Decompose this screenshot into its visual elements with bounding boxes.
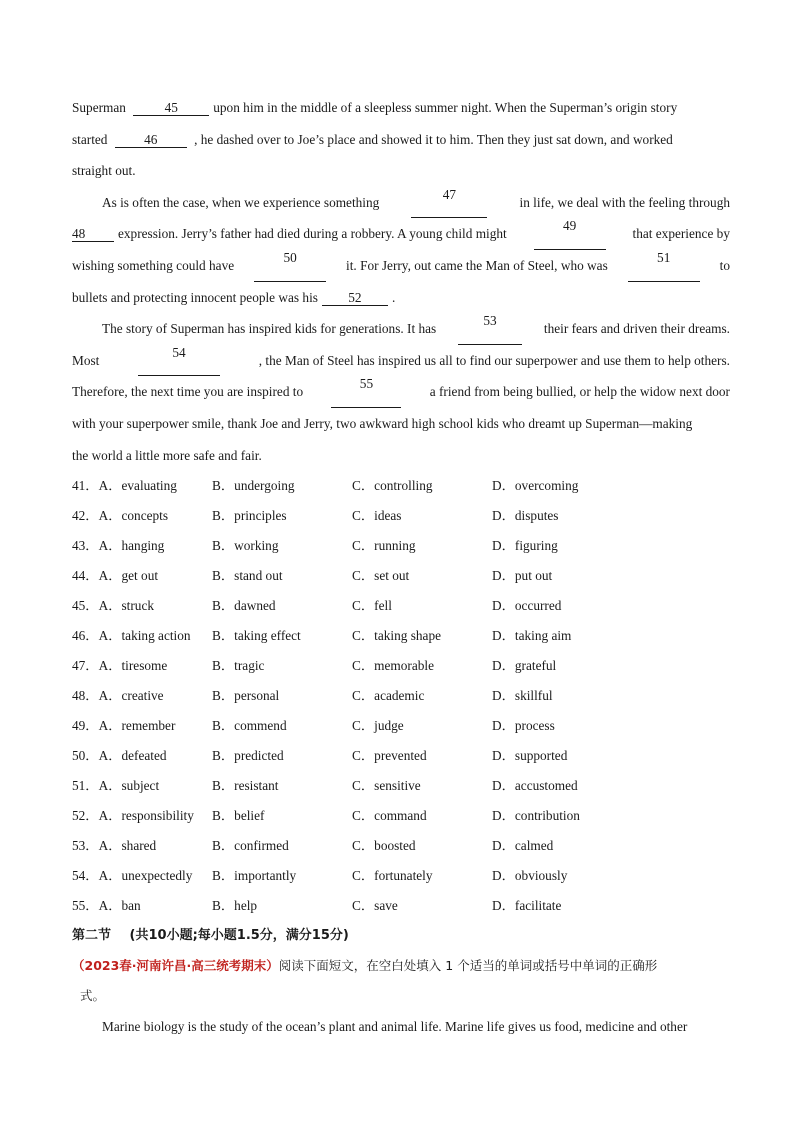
option-b[interactable]: B．principles: [212, 508, 287, 524]
question-options-table: [72, 471, 730, 921]
option-b[interactable]: B．resistant: [212, 778, 279, 794]
passage-line: [72, 187, 730, 219]
option-a[interactable]: A．taking action: [98, 628, 191, 644]
passage-paragraph-2: [72, 187, 730, 313]
option-c[interactable]: C．ideas: [352, 508, 402, 524]
question-number: 53．: [72, 838, 99, 854]
question-number-and-option-a: [72, 741, 212, 771]
passage-text: , he dashed over to Joe’s place and showed it to him. Then they just sat down, and worked: [194, 131, 673, 147]
passage-text: , the Man of Steel has inspired us all to find our superpower and use them to help others.: [258, 352, 730, 368]
question-row: [72, 831, 730, 861]
option-b[interactable]: B．working: [212, 538, 279, 554]
passage-text: expression. Jerry’s father had died during a robbery. A young child might: [118, 226, 507, 242]
question-number-and-option-a: [72, 501, 212, 531]
option-a[interactable]: A．unexpectedly: [98, 868, 193, 884]
question-row: [72, 531, 730, 561]
question-number-and-option-a: [72, 831, 212, 861]
blank-45[interactable]: 45: [133, 100, 209, 116]
option-d[interactable]: D．accustomed: [492, 778, 578, 794]
option-d[interactable]: D．occurred: [492, 598, 562, 614]
question-number-and-option-a: [72, 561, 212, 591]
option-c[interactable]: C．set out: [352, 568, 410, 584]
option-c[interactable]: C．save: [352, 898, 398, 914]
passage-text: upon him in the middle of a sleepless summer night. When the Superman’s origin story: [213, 100, 678, 115]
question-row: [72, 741, 730, 771]
option-d[interactable]: D．contribution: [492, 808, 580, 824]
option-d[interactable]: D．supported: [492, 748, 568, 764]
option-d[interactable]: D．figuring: [492, 538, 558, 554]
question-number-and-option-a: [72, 651, 212, 681]
blank-54[interactable]: 54: [138, 345, 220, 377]
passage-text: .: [391, 289, 396, 305]
instruction-text: 式。: [80, 988, 106, 1004]
passage-text: a friend from being bullied, or help the widow next door: [429, 384, 730, 400]
section-2-instruction: [72, 951, 730, 981]
source-tag: （2023春·河南许昌·高三统考期末）: [72, 958, 279, 974]
question-number-and-option-a: [72, 711, 212, 741]
option-c[interactable]: C．sensitive: [352, 778, 421, 794]
section-2-heading: [72, 921, 730, 951]
section-2-instruction-cont: [72, 981, 730, 1011]
option-d[interactable]: D．facilitate: [492, 898, 562, 914]
blank-52[interactable]: 52: [322, 290, 388, 306]
question-row: [72, 621, 730, 651]
question-row: [72, 651, 730, 681]
question-number: 47．: [72, 658, 99, 674]
question-row: [72, 471, 730, 501]
option-a[interactable]: A．hanging: [98, 538, 165, 554]
option-d[interactable]: D．overcoming: [492, 478, 579, 494]
option-c[interactable]: C．memorable: [352, 658, 434, 674]
blank-55[interactable]: 55: [331, 376, 401, 408]
question-number: 41．: [72, 478, 99, 494]
question-number-and-option-a: [72, 471, 212, 501]
option-b[interactable]: B．importantly: [212, 868, 297, 884]
passage-text: the world a little more safe and fair.: [72, 447, 262, 463]
question-number: 46．: [72, 628, 99, 644]
passage-line: [72, 282, 730, 314]
question-number: 52．: [72, 808, 99, 824]
option-c[interactable]: C．judge: [352, 718, 404, 734]
option-b[interactable]: B．commend: [212, 718, 287, 734]
question-number: 50．: [72, 748, 99, 764]
option-d[interactable]: D．calmed: [492, 838, 554, 854]
passage-text: Therefore, the next time you are inspired to: [72, 384, 304, 400]
option-b[interactable]: B．dawned: [212, 598, 276, 614]
blank-51[interactable]: 51: [628, 250, 700, 282]
question-number: 44．: [72, 568, 99, 584]
option-b[interactable]: B．help: [212, 898, 258, 914]
passage-text: it. For Jerry, out came the Man of Steel, who was: [346, 257, 608, 273]
document-page: [72, 92, 730, 1043]
option-d[interactable]: D．put out: [492, 568, 553, 584]
option-b[interactable]: B．stand out: [212, 568, 283, 584]
option-b[interactable]: B．belief: [212, 808, 265, 824]
option-b[interactable]: B．undergoing: [212, 478, 295, 494]
blank-53[interactable]: 53: [458, 313, 522, 345]
passage-line: [72, 250, 730, 282]
question-number: 51．: [72, 778, 99, 794]
passage-text: Most: [72, 352, 100, 368]
passage-paragraph-3: [72, 313, 730, 471]
option-a[interactable]: A．shared: [98, 838, 157, 854]
option-c[interactable]: C．academic: [352, 688, 425, 704]
passage-text: straight out.: [72, 163, 136, 179]
option-b[interactable]: B．taking effect: [212, 628, 301, 644]
option-a[interactable]: A．creative: [98, 688, 164, 704]
option-d[interactable]: D．process: [492, 718, 555, 734]
section-info: (共10小题;每小题1.5分，满分15分): [129, 928, 349, 944]
question-number-and-option-a: [72, 531, 212, 561]
question-number: 43．: [72, 538, 99, 554]
question-row: [72, 591, 730, 621]
option-a[interactable]: A．concepts: [98, 508, 169, 524]
question-number: 55．: [72, 898, 99, 914]
option-c[interactable]: C．fell: [352, 598, 392, 614]
question-number-and-option-a: [72, 801, 212, 831]
section-2-passage: [72, 1011, 730, 1043]
passage-text: wishing something could have: [72, 257, 235, 273]
question-number-and-option-a: [72, 681, 212, 711]
section-title: 第二节: [72, 928, 112, 944]
passage-line: [72, 92, 730, 124]
question-number: 49．: [72, 718, 99, 734]
blank-46[interactable]: 46: [115, 132, 187, 148]
option-a[interactable]: A．subject: [98, 778, 160, 794]
question-row: [72, 771, 730, 801]
blank-48[interactable]: 48: [72, 226, 114, 242]
passage-text: their fears and driven their dreams.: [543, 321, 730, 337]
option-c[interactable]: C．taking shape: [352, 628, 442, 644]
question-number-and-option-a: [72, 591, 212, 621]
option-c[interactable]: C．running: [352, 538, 416, 554]
question-row: [72, 891, 730, 921]
option-b[interactable]: B．tragic: [212, 658, 265, 674]
option-a[interactable]: A．get out: [98, 568, 159, 584]
question-number: 48．: [72, 688, 99, 704]
option-d[interactable]: D．taking aim: [492, 628, 572, 644]
passage-line: [72, 218, 730, 250]
passage-text: The story of Superman has inspired kids for generations. It has: [102, 321, 437, 337]
question-row: [72, 681, 730, 711]
passage-line: [72, 313, 730, 345]
option-c[interactable]: C．boosted: [352, 838, 416, 854]
option-b[interactable]: B．personal: [212, 688, 280, 704]
blank-47[interactable]: 47: [411, 187, 487, 219]
passage-line: [72, 345, 730, 377]
passage-text: Marine biology is the study of the ocean’s plant and animal life. Marine life gives us food, medicine and other: [102, 1019, 688, 1035]
option-a[interactable]: A．tiresome: [98, 658, 168, 674]
question-row: [72, 711, 730, 741]
option-d[interactable]: D．obviously: [492, 868, 568, 884]
option-b[interactable]: B．confirmed: [212, 838, 289, 854]
option-a[interactable]: A．struck: [98, 598, 154, 614]
question-number-and-option-a: [72, 861, 212, 891]
option-d[interactable]: D．skillful: [492, 688, 553, 704]
question-number-and-option-a: [72, 771, 212, 801]
blank-50[interactable]: 50: [254, 250, 326, 282]
passage-text: Superman: [72, 100, 126, 115]
question-row: [72, 801, 730, 831]
question-row: [72, 561, 730, 591]
instruction-text: 阅读下面短文，在空白处填入 1 个适当的单词或括号中单词的正确形: [278, 958, 658, 974]
passage-text: As is often the case, when we experience something: [102, 194, 380, 210]
question-number: 54．: [72, 868, 99, 884]
option-c[interactable]: C．fortunately: [352, 868, 433, 884]
passage-text: that experience by: [632, 226, 730, 242]
passage-text: bullets and protecting innocent people was his: [72, 289, 318, 305]
question-number: 45．: [72, 598, 99, 614]
question-row: [72, 501, 730, 531]
passage-line: [72, 376, 730, 408]
question-row: [72, 861, 730, 891]
passage-text: started: [72, 131, 108, 147]
option-a[interactable]: A．responsibility: [98, 808, 194, 824]
option-a[interactable]: A．evaluating: [98, 478, 177, 494]
passage-text: with your superpower smile, thank Joe and Jerry, two awkward high school kids who dreamt up Superman—making: [72, 415, 693, 431]
question-number: 42．: [72, 508, 99, 524]
option-a[interactable]: A．defeated: [98, 748, 167, 764]
option-c[interactable]: C．command: [352, 808, 427, 824]
option-d[interactable]: D．disputes: [492, 508, 559, 524]
passage-paragraph-1: [72, 92, 730, 187]
question-number-and-option-a: [72, 621, 212, 651]
passage-text: in life, we deal with the feeling through: [519, 194, 730, 210]
passage-line: [72, 124, 730, 156]
option-a[interactable]: A．ban: [98, 898, 141, 914]
option-c[interactable]: C．prevented: [352, 748, 427, 764]
option-c[interactable]: C．controlling: [352, 478, 433, 494]
option-b[interactable]: B．predicted: [212, 748, 284, 764]
option-a[interactable]: A．remember: [98, 718, 176, 734]
question-number-and-option-a: [72, 891, 212, 921]
blank-49[interactable]: 49: [534, 218, 606, 250]
option-d[interactable]: D．grateful: [492, 658, 557, 674]
passage-text: to: [719, 257, 730, 273]
